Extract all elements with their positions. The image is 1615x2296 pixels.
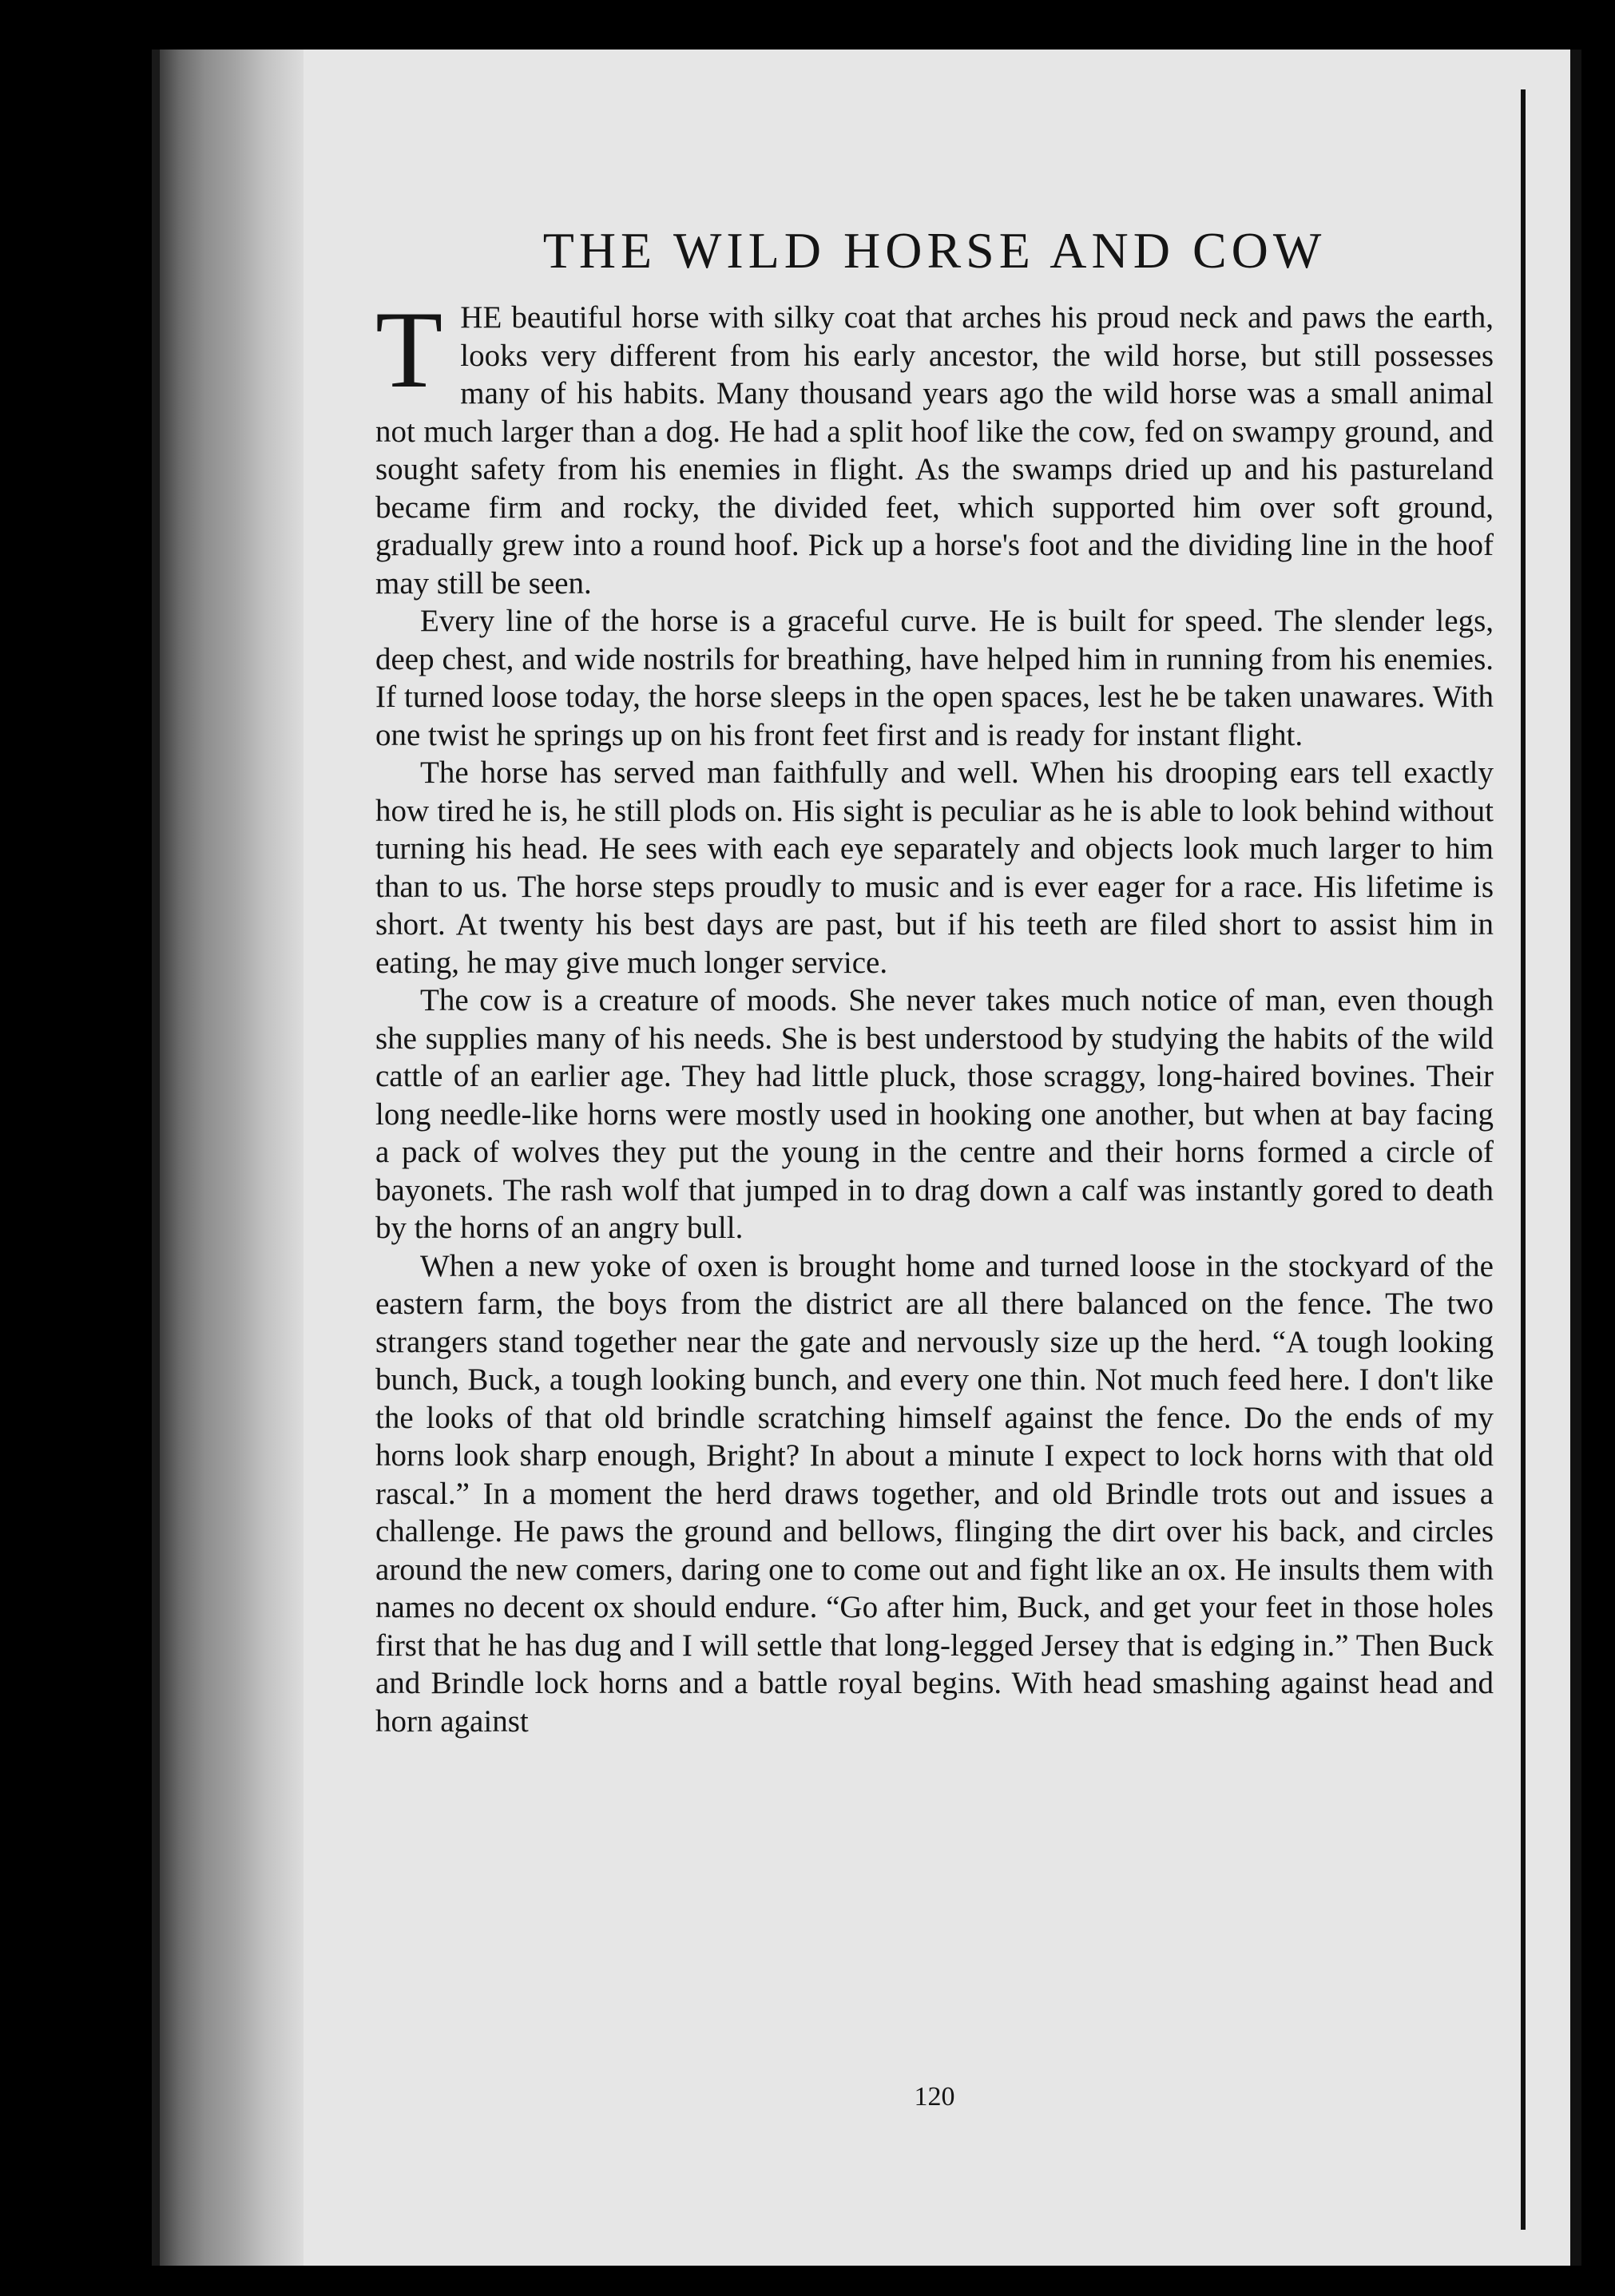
article-title: THE WILD HORSE AND COW: [542, 222, 1327, 279]
drop-cap: T: [375, 288, 443, 410]
paragraph-4: The cow is a creature of moods. She never takes much notice of man, even though she supplies many of his needs. She is best understood by studying the habits of the wild cattle of an earlier age. They had little pluck, those scraggy, long-haired bovines. Their long needle-like horns were mostly used in hooking one another, but when at bay facing a pack of wolves they put the young in the centre and their horns formed a circle of bayonets. The rash wolf that jumped in to drag down a calf was instantly gored to death by the horns of an angry bull.: [375, 983, 1494, 1245]
paragraph-1: [375, 288, 1494, 602]
page-number: 120: [914, 2082, 955, 2112]
binding-edge: [152, 50, 160, 2266]
paragraph-1-text: HE beautiful horse with silky coat that arches his proud neck and paws the earth, looks very different from his early ancestor, the wild horse, but still possesses many of his habits. Many thousand years ago the wild horse was a small animal not much larger than a dog. He had a split hoof like the cow, fed on swampy ground, and sought safety from his enemies in flight. As the swamps dried up and his pastureland became firm and rocky, the divided feet, which supported him over soft ground, gradually grew into a round hoof. Pick up a horse's foot and the dividing line in the hoof may still be seen.: [375, 300, 1494, 601]
paragraph-2: Every line of the horse is a graceful curve. He is built for speed. The slender legs, deep chest, and wide nostrils for breathing, have helped him in running from his enemies. If turned loose today, the horse sleeps in the open spaces, lest he be taken unawares. With one twist he springs up on his front feet first and is ready for instant flight.: [375, 604, 1494, 752]
article: [375, 222, 1494, 2112]
facing-page-edge: [1521, 89, 1526, 2230]
paragraph-5: When a new yoke of oxen is brought home and turned loose in the stockyard of the eastern farm, the boys from the district are all there balanced on the fence. The two strangers stand together near the gate and nervously size up the herd. “A tough looking bunch, Buck, a tough looking bunch, and every one thin. Not much feed here. I don't like the looks of that old brindle scratching himself against the fence. Do the ends of my horns look sharp enough, Bright? In about a minute I expect to lock horns with that old rascal.” In a moment the herd draws together, and old Brindle trots out and issues a challenge. He paws the ground and bellows, flinging the dirt over his back, and circles around the new comers, daring one to come out and fight like an ox. He insults them with names no decent ox should endure. “Go after him, Buck, and get your feet in those holes first that he has dug and I will settle that long-legged Jersey that is edging in.” Then Buck and Brindle lock horns and a battle royal begins. With head smashing against head and horn against: [375, 1248, 1494, 1739]
book-page: [152, 50, 1581, 2266]
right-scan-border: [1570, 50, 1581, 2266]
paragraph-3: The horse has served man faithfully and well. When his drooping ears tell exactly how tired he is, he still plods on. His sight is peculiar as he is able to look behind without turning his head. He sees with each eye separately and objects look much larger to him than to us. The horse steps proudly to music and is ever eager for a race. His lifetime is short. At twenty his best days are past, but if his teeth are filed short to assist him in eating, he may give much longer service.: [375, 755, 1494, 980]
page-binding-shadow: [152, 50, 304, 2266]
